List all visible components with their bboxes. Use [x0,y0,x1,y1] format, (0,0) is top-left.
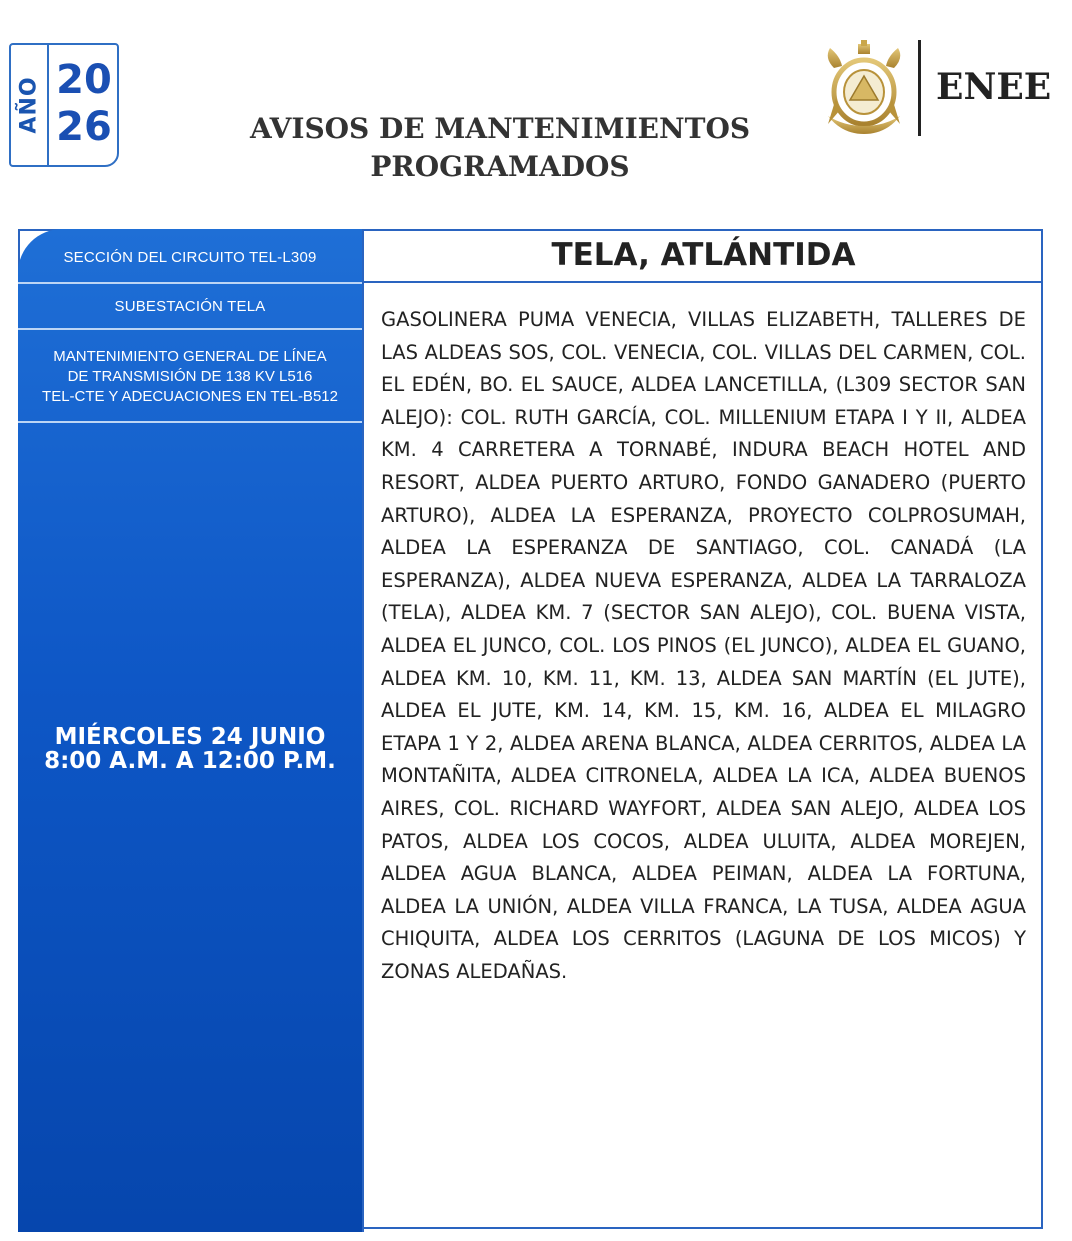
circuit-section: SECCIÓN DEL CIRCUITO TEL-L309 [63,248,317,266]
work-line-1: MANTENIMIENTO GENERAL DE LÍNEA [53,347,327,365]
title-line-2: PROGRAMADOS [370,150,630,183]
notice-info-column [18,229,362,1232]
title-line-1: AVISOS DE MANTENIMIENTOS [249,112,751,145]
divider [18,421,362,423]
work-line-3: TEL-CTE Y ADECUACIONES EN TEL-B512 [42,387,338,405]
honduras-coat-of-arms-icon [822,38,906,138]
work-line-2: DE TRANSMISIÓN DE 138 KV L516 [67,367,313,385]
schedule-date: MIÉRCOLES 24 JUNIO [54,724,326,750]
page-title [200,110,800,186]
schedule [18,725,362,773]
location-title: TELA, ATLÁNTIDA [364,229,1043,283]
logo-divider [918,40,921,136]
enee-logo: ENEE [936,66,1052,108]
affected-areas: GASOLINERA PUMA VENECIA, VILLAS ELIZABETH, TALLERES DE LAS ALDEAS SOS, COL. VENECIA, COL. VILLAS DEL CARMEN, COL. EL EDÉN, BO. EL SAUCE, ALDEA LANCETILLA, (L309 SECTOR SAN ALEJO): COL. RUTH GARCÍA, COL. MILLENIUM ETAPA I Y II, ALDEA KM. 4 CARRETERA A TORNABÉ, INDURA BEACH HOTEL AND RESORT, ALDEA PUERTO ARTURO, FONDO GANADERO (PUERTO ARTURO), ALDEA LA ESPERANZA, PROYECTO COLPROSUMAH, ALDEA LA ESPERANZA DE SANTIAGO, COL. CANADÁ (LA ESPERANZA), ALDEA NUEVA ESPERANZA, ALDEA LA TARRALOZA (TELA), ALDEA KM. 7 (SECTOR SAN ALEJO), COL. BUENA VISTA, ALDEA EL JUNCO, COL. LOS PINOS (EL JUNCO), ALDEA EL GUANO, ALDEA KM. 10, KM. 11, KM. 13, ALDEA SAN MARTÍN (EL JUTE), ALDEA EL JUTE, KM. 14, KM. 15, KM. 16, ALDEA EL MILAGRO ETAPA 1 Y 2, ALDEA ARENA BLANCA, ALDEA CERRITOS, ALDEA LA MONTAÑITA, ALDEA CITRONELA, ALDEA LA ICA, ALDEA BUENOS AIRES, COL. RICHARD WAYFORT, ALDEA SAN ALEJO, ALDEA LOS PATOS, ALDEA LOS COCOS, ALDEA ULUITA, ALDEA MOREJEN, ALDEA AGUA BLANCA, ALDEA PEIMAN, ALDEA LA FORTUNA, ALDEA LA UNIÓN, ALDEA VILLA FRANCA, LA TUSA, ALDEA AGUA CHIQUITA, ALDEA LOS CERRITOS (LAGUNA DE LOS MICOS) Y ZONAS ALEDAÑAS. [381,308,1026,983]
year-top: 20 [56,57,112,103]
year-digits [51,57,117,151]
work-description [18,330,362,423]
substation: SUBESTACIÓN TELA [114,298,266,315]
year-badge [9,43,119,167]
schedule-time: 8:00 A.M. A 12:00 P.M. [44,748,336,774]
year-bottom: 26 [56,104,112,150]
notice-details-column [362,229,1043,1232]
year-label: AÑO [16,76,42,134]
year-label-box [11,45,49,165]
